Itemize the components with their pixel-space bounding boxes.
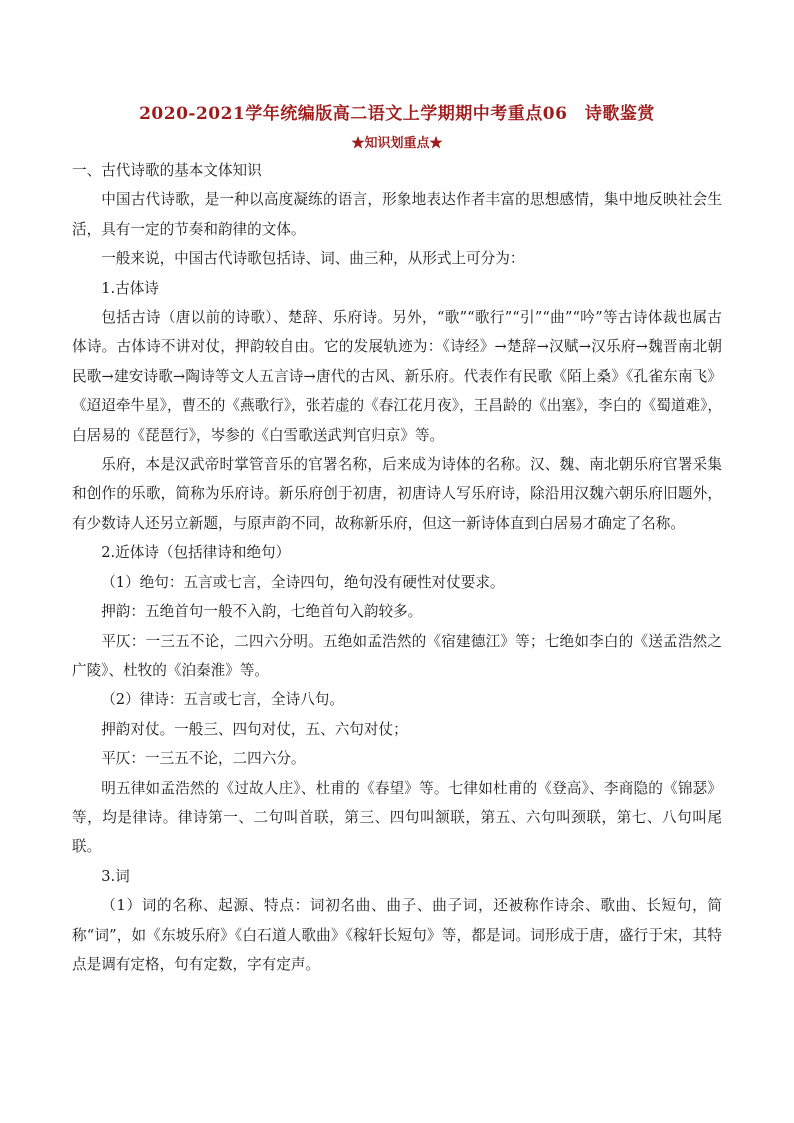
- paragraph: （1）绝句：五言或七言，全诗四句，绝句没有硬性对仗要求。: [101, 573, 505, 591]
- document-title: 2020-2021学年统编版高二语文上学期期中考重点06 诗歌鉴赏: [139, 104, 655, 124]
- paragraph: 一般来说，中国古代诗歌包括诗、词、曲三种，从形式上可分为：: [101, 250, 525, 268]
- paragraph: 平仄：一三五不论，二四六分。: [101, 750, 306, 768]
- document-page: [72, 100, 722, 979]
- subsection-heading: 3.词: [101, 867, 130, 885]
- section-banner: ★知识划重点★: [351, 136, 443, 151]
- subsection-heading: 1.古体诗: [101, 279, 159, 297]
- subsection-heading: 2.近体诗（包括律诗和绝句）: [101, 544, 291, 562]
- paragraph: 乐府，本是汉武帝时掌管音乐的官署名称，后来成为诗体的名称。汉、魏、南北朝乐府官署采集和创作的乐歌，简称为乐府诗。新乐府创于初唐，初唐诗人写乐府诗，除沿用汉魏六朝乐府旧题外，有少数诗人还另立新题，与原声韵不同，故称新乐府，但这一新诗体直到白居易才确定了名称。: [72, 456, 722, 532]
- paragraph: （2）律诗：五言或七言，全诗八句。: [101, 691, 344, 709]
- paragraph: （1）词的名称、起源、特点：词初名曲、曲子、曲子词，还被称作诗余、歌曲、长短句，简称“词”，如《东坡乐府》《白石道人歌曲》《稼轩长短句》等，都是词。词形成于唐，盛行于宋，其特点是调有定格，句有定数，字有定声。: [72, 897, 722, 973]
- paragraph: 包括古诗（唐以前的诗歌）、楚辞、乐府诗。另外，“歌”“歌行”“引”“曲”“吟”等古诗体裁也属古体诗。古体诗不讲对仗，押韵较自由。它的发展轨迹为：《诗经》→楚辞→汉赋→汉乐府→魏晋南北朝民歌→建安诗歌→陶诗等文人五言诗→唐代的古风、新乐府。代表作有民歌《陌上桑》《孔雀东南飞》《迢迢牵牛星》，曹丕的《燕歌行》，张若虚的《春江花月夜》，王昌龄的《出塞》，李白的《蜀道难》，白居易的《琵琶行》，岑参的《白雪歌送武判官归京》等。: [72, 309, 722, 444]
- paragraph: 明五律如孟浩然的《过故人庄》、杜甫的《春望》等。七律如杜甫的《登高》、李商隐的《锦瑟》等，均是律诗。律诗第一、二句叫首联，第三、四句叫颔联，第五、六句叫颈联，第七、八句叫尾联。: [72, 779, 722, 856]
- section-heading: 一、古代诗歌的基本文体知识: [72, 162, 262, 179]
- paragraph: 平仄：一三五不论，二四六分明。五绝如孟浩然的《宿建德江》等；七绝如李白的《送孟浩然之广陵》、杜牧的《泊秦淮》等。: [72, 632, 722, 679]
- paragraph: 押韵：五绝首句一般不入韵，七绝首句入韵较多。: [101, 603, 423, 621]
- paragraph: 押韵对仗。一般三、四句对仗，五、六句对仗；: [101, 720, 408, 738]
- paragraph: 中国古代诗歌，是一种以高度凝练的语言，形象地表达作者丰富的思想感情，集中地反映社会生活，具有一定的节奏和韵律的文体。: [72, 191, 722, 238]
